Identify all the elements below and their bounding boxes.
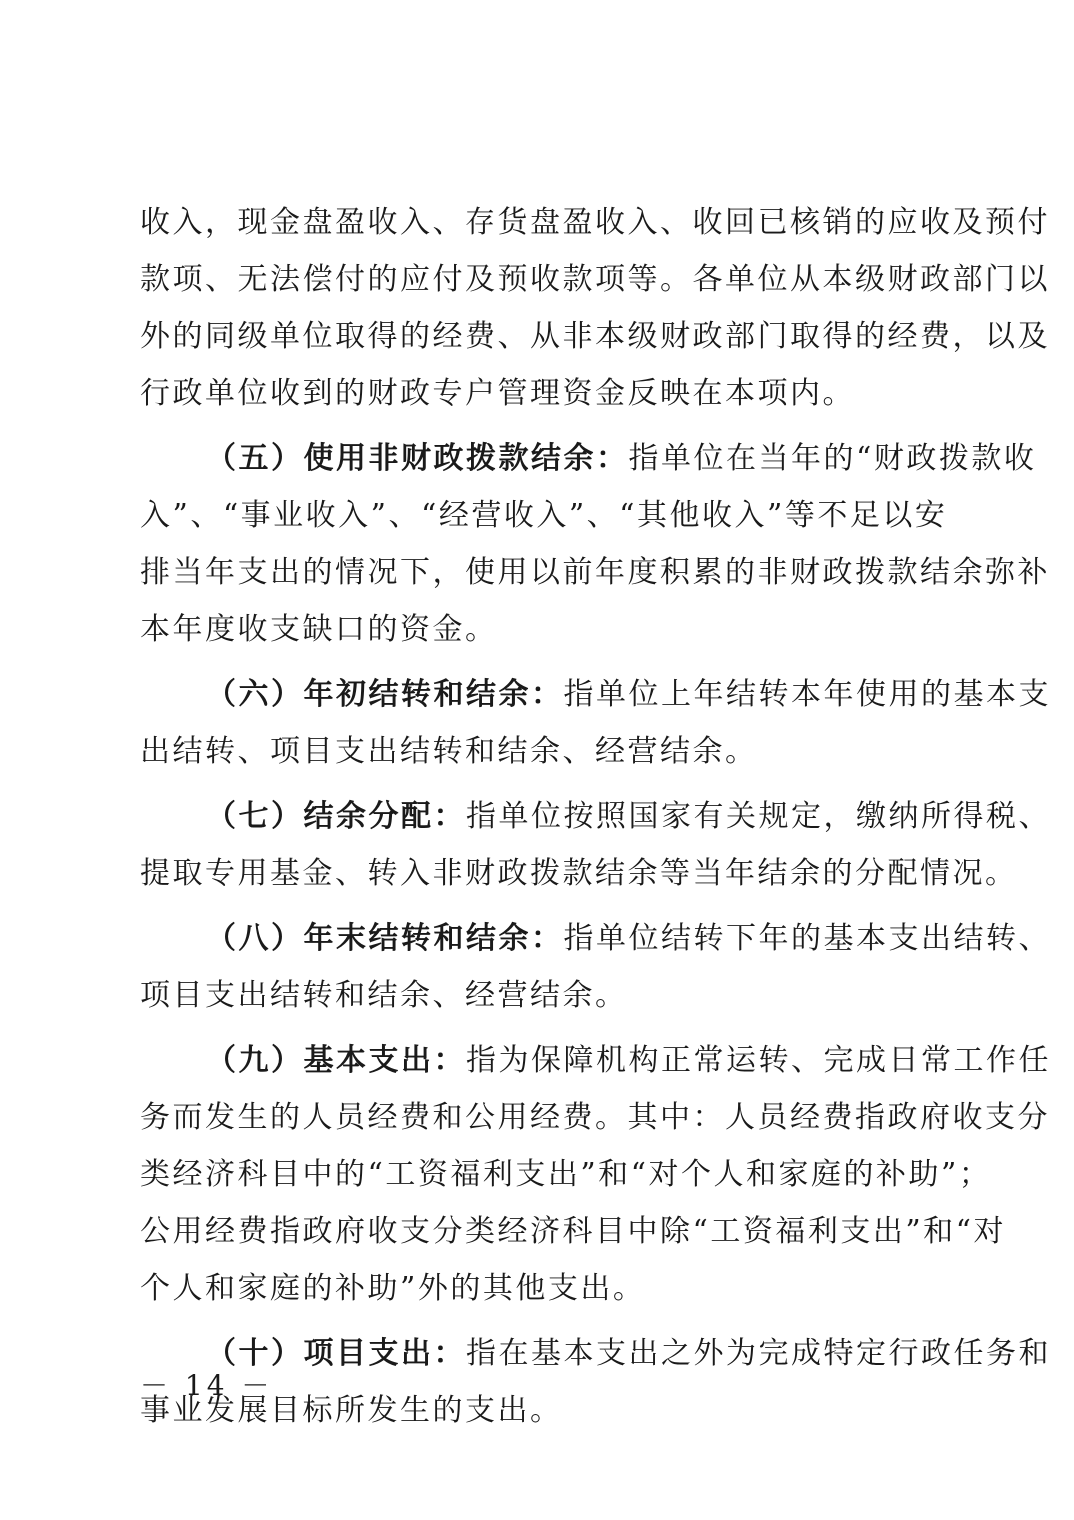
text-line xyxy=(140,788,1051,845)
text-line: 公用经费指政府收支分类经济科目中除“工资福利支出”和“对 xyxy=(140,1214,1007,1249)
paragraph-item-9 xyxy=(140,1032,1051,1317)
term-heading: （十）项目支出： xyxy=(206,1336,466,1371)
text-line: 务而发生的人员经费和公用经费。其中：人员经费指政府收支分 xyxy=(140,1100,1050,1135)
term-heading: （六）年初结转和结余： xyxy=(206,677,564,712)
term-heading: （七）结余分配： xyxy=(206,799,466,834)
text-line: 出结转、项目支出结转和结余、经营结余。 xyxy=(140,734,758,769)
term-heading: （九）基本支出： xyxy=(206,1043,466,1078)
text-line: 类经济科目中的“工资福利支出”和“对个人和家庭的补助”； xyxy=(140,1157,992,1192)
paragraph-item-6 xyxy=(140,666,1051,780)
text-line xyxy=(140,910,1051,967)
term-heading: （五）使用非财政拨款结余： xyxy=(206,441,629,476)
text-line: 排当年支出的情况下，使用以前年度积累的非财政拨款结余弥补 xyxy=(140,555,1050,590)
text-line: 款项、无法偿付的应付及预收款项等。各单位从本级财政部门以 xyxy=(140,262,1050,297)
definition-text: 指为保障机构正常运转、完成日常工作任 xyxy=(466,1043,1051,1078)
text-line: 行政单位收到的财政专户管理资金反映在本项内。 xyxy=(140,376,855,411)
definition-text: 指单位结转下年的基本支出结转、 xyxy=(563,921,1051,956)
document-body xyxy=(140,194,1051,1439)
paragraph-item-7 xyxy=(140,788,1051,902)
page-number: － 14 － xyxy=(140,1369,274,1402)
text-line: 入”、“事业收入”、“经营收入”、“其他收入”等不足以安 xyxy=(140,498,948,533)
definition-text: 指单位在当年的“财政拨款收 xyxy=(628,441,1037,476)
definition-text: 指单位按照国家有关规定，缴纳所得税、 xyxy=(466,799,1051,834)
text-line: 收入，现金盘盈收入、存货盘盈收入、收回已核销的应收及预付 xyxy=(140,205,1050,240)
paragraph-continuation xyxy=(140,194,1050,422)
text-line: 项目支出结转和结余、经营结余。 xyxy=(140,978,628,1013)
paragraph-item-8 xyxy=(140,910,1051,1024)
text-line: 提取专用基金、转入非财政拨款结余等当年结余的分配情况。 xyxy=(140,856,1018,891)
text-line xyxy=(140,666,1051,723)
paragraph-item-5 xyxy=(140,430,1050,658)
definition-text: 指单位上年结转本年使用的基本支 xyxy=(563,677,1051,712)
text-line: 本年度收支缺口的资金。 xyxy=(140,612,498,647)
text-line: 个人和家庭的补助”外的其他支出。 xyxy=(140,1271,646,1306)
text-line: 事业发展目标所发生的支出。 xyxy=(140,1393,563,1428)
text-line xyxy=(140,430,1037,487)
term-heading: （八）年末结转和结余： xyxy=(206,921,564,956)
definition-text: 指在基本支出之外为完成特定行政任务和 xyxy=(466,1336,1051,1371)
text-line xyxy=(140,1032,1051,1089)
text-line: 外的同级单位取得的经费、从非本级财政部门取得的经费，以及 xyxy=(140,319,1050,354)
